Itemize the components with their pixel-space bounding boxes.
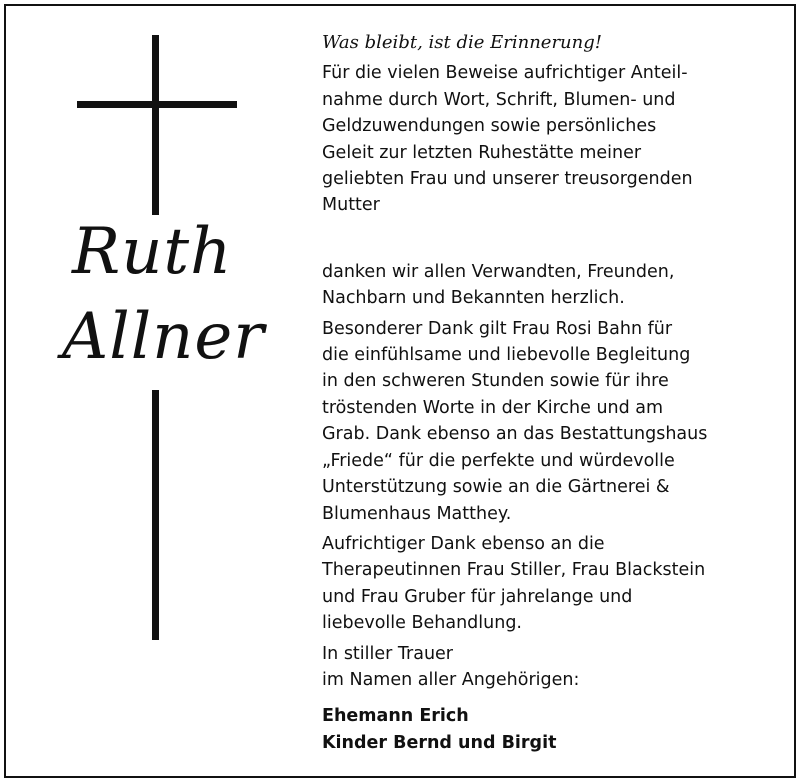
paragraph-line: Grab. Dank ebenso an das Bestattungshaus (322, 424, 708, 445)
deceased-first-name: Ruth (72, 215, 233, 289)
cross-vertical-top-bar (152, 35, 159, 215)
paragraph-line: nahme durch Wort, Schrift, Blumen- und (322, 89, 676, 110)
paragraph-line: tröstenden Worte in der Kirche und am (322, 397, 664, 418)
paragraph-line: Mutter (322, 195, 380, 216)
cross-horizontal-bar (77, 101, 237, 108)
deceased-last-name: Allner (62, 300, 265, 374)
paragraph-line: Geldzuwendungen sowie persönliches (322, 116, 657, 137)
paragraph-line: geliebten Frau und unserer treusorgenden (322, 169, 693, 190)
paragraph-line: Therapeutinnen Frau Stiller, Frau Blackstein (322, 560, 706, 581)
paragraph-line: danken wir allen Verwandten, Freunden, (322, 261, 675, 282)
notice-text (322, 30, 772, 756)
paragraph-line: Für die vielen Beweise aufrichtiger Anteil- (322, 63, 688, 84)
paragraph-line: und Frau Gruber für jahrelange und (322, 586, 633, 607)
paragraph-line: „Friede“ für die perfekte und würdevolle (322, 450, 675, 471)
paragraph-line: Besonderer Dank gilt Frau Rosi Bahn für (322, 318, 673, 339)
paragraph-line: die einfühlsame und liebevolle Begleitung (322, 345, 691, 366)
paragraph-line: Nachbarn und Bekannten herzlich. (322, 288, 625, 309)
paragraph-line: Unterstützung sowie an die Gärtnerei & (322, 477, 670, 498)
cross-vertical-bottom-bar (152, 390, 159, 640)
paragraph-line: Blumenhaus Matthey. (322, 503, 512, 524)
signature-line: Kinder Bernd und Birgit (322, 732, 557, 753)
closing-line: im Namen aller Angehörigen: (322, 669, 580, 690)
paragraph-line: in den schweren Stunden sowie für ihre (322, 371, 669, 392)
paragraph-line: Aufrichtiger Dank ebenso an die (322, 533, 605, 554)
motto: Was bleibt, ist die Erinnerung! (322, 32, 603, 53)
closing-line: In stiller Trauer (322, 643, 453, 664)
paragraph-line: Geleit zur letzten Ruhestätte meiner (322, 142, 642, 163)
signature-line: Ehemann Erich (322, 706, 469, 727)
paragraph-line: liebevolle Behandlung. (322, 613, 522, 634)
